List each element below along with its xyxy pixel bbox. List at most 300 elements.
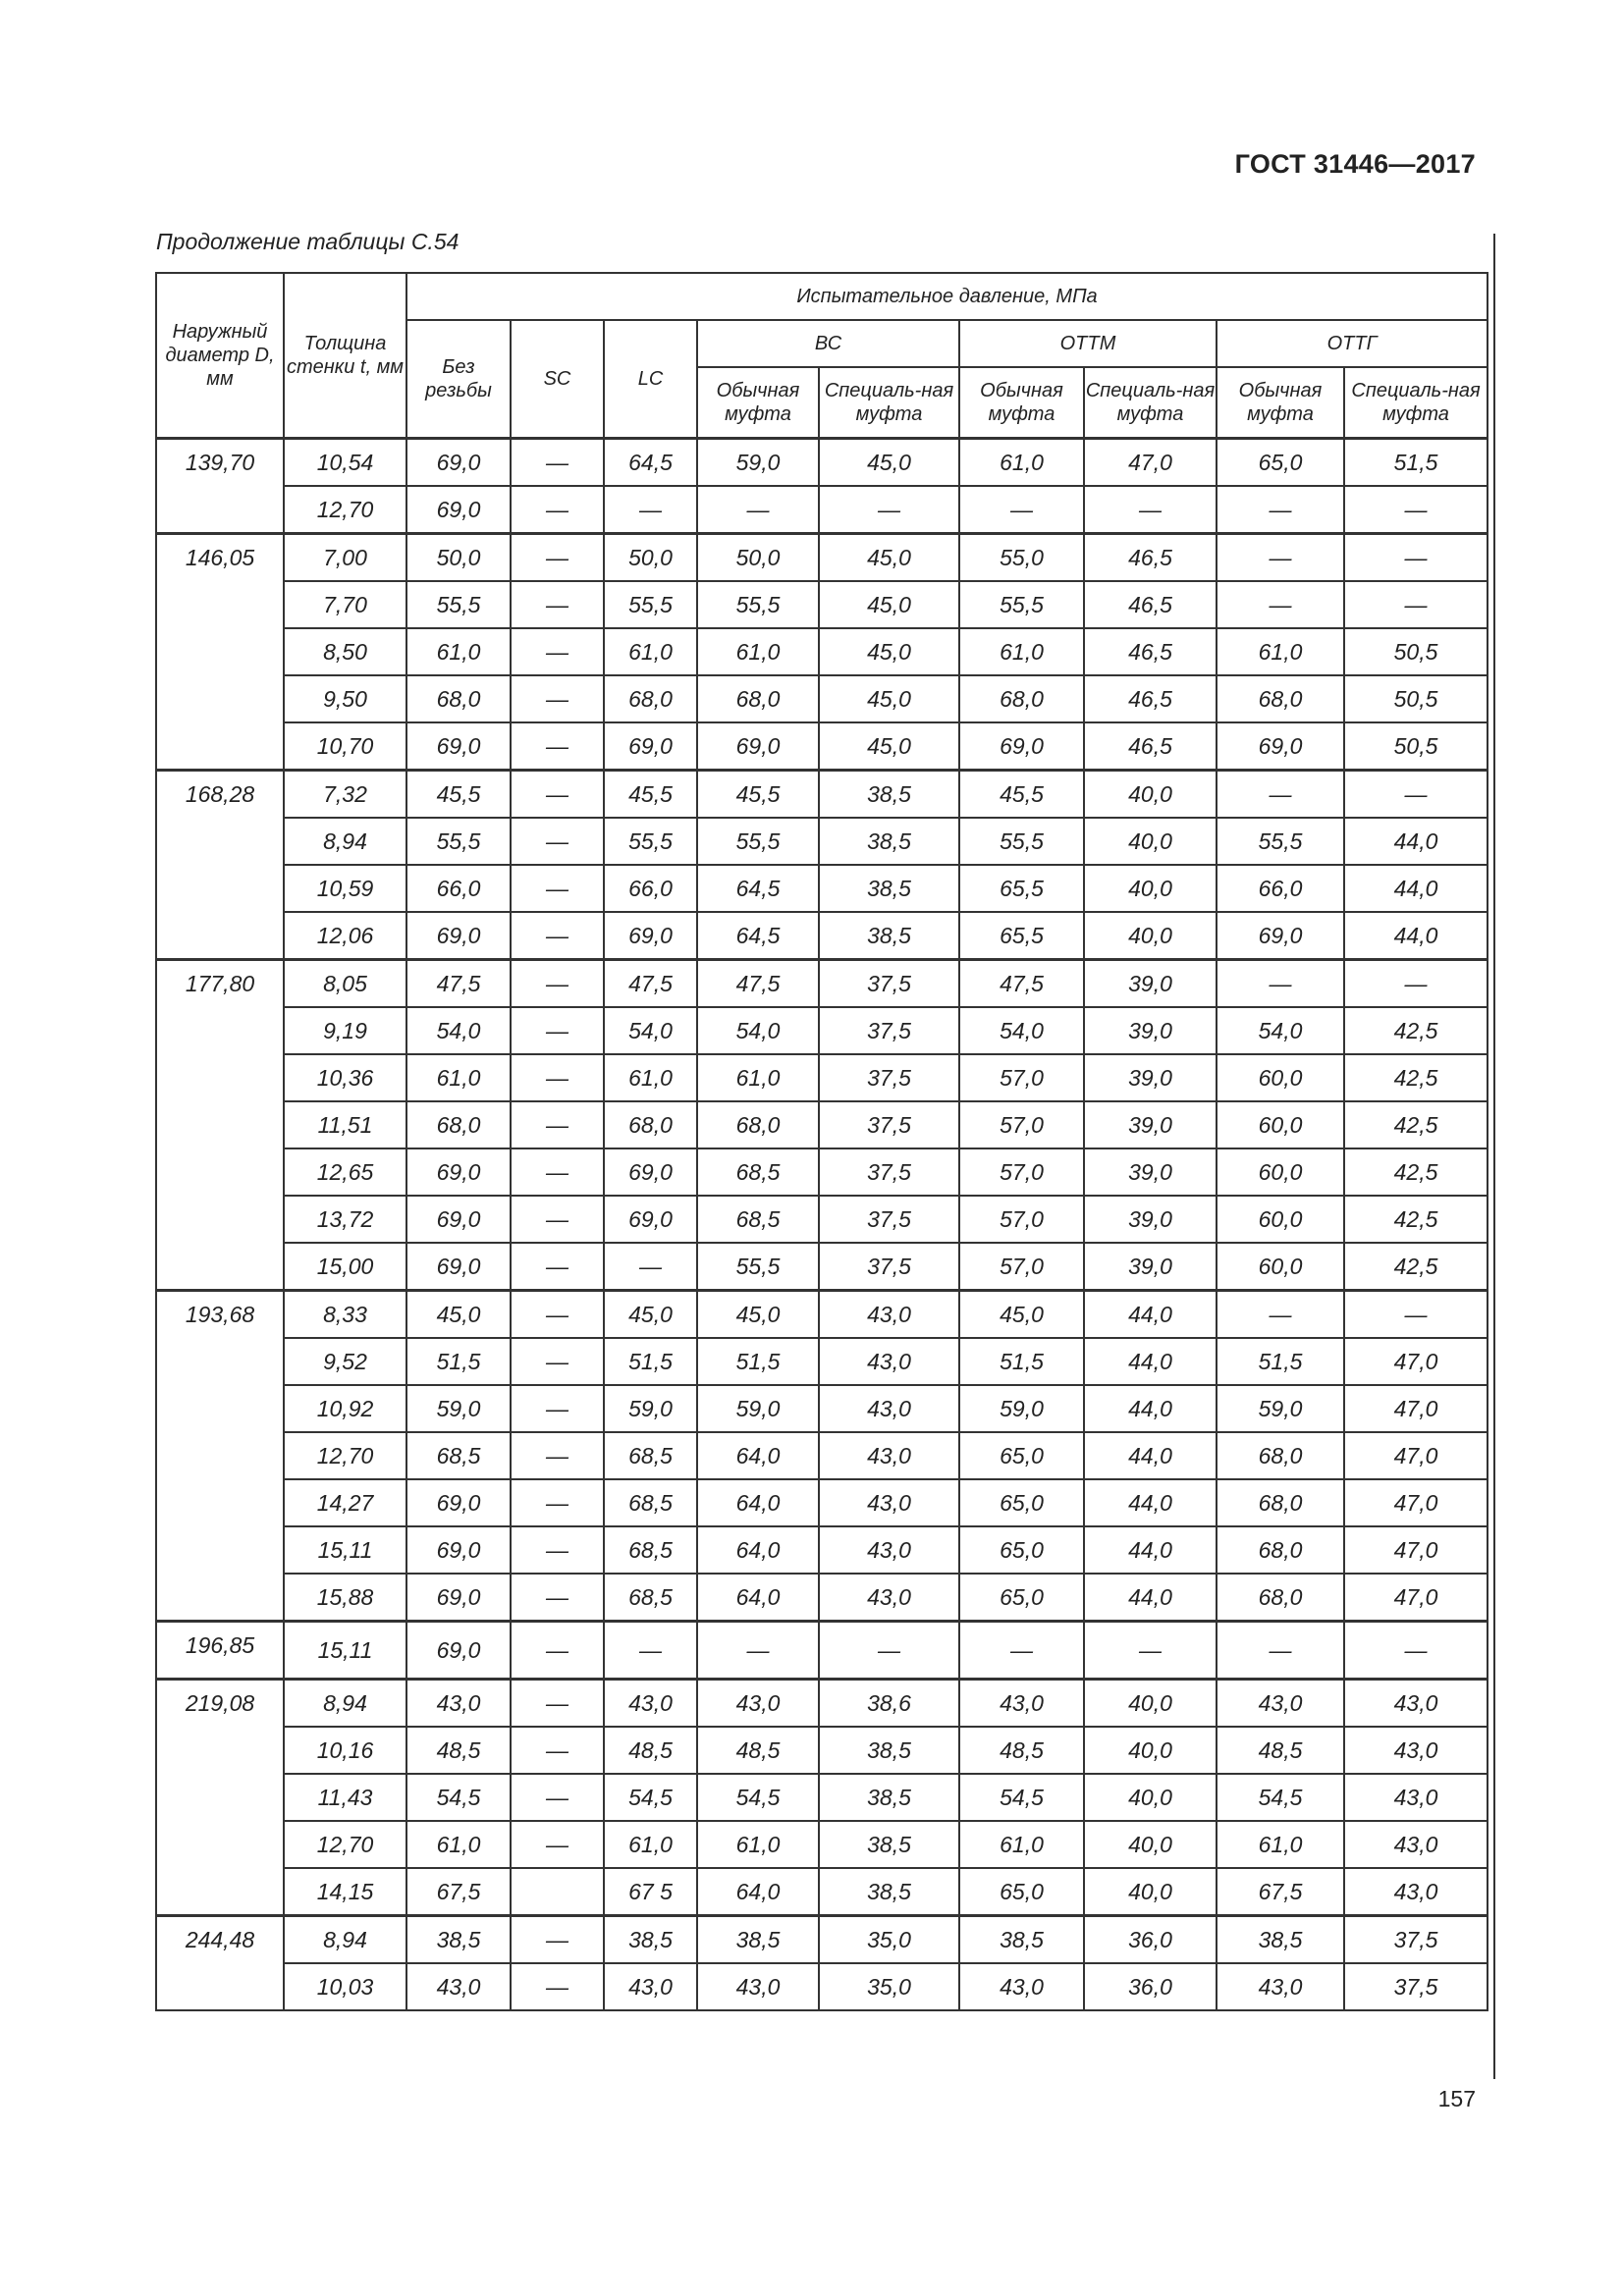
wall-thickness-cell: 11,51 <box>284 1101 406 1148</box>
col-outer-diameter: Наружный диаметр D, мм <box>156 273 284 439</box>
pressure-cell: 38,5 <box>1217 1916 1344 1964</box>
pressure-cell: 37,5 <box>819 960 959 1008</box>
pressure-cell: 61,0 <box>604 1821 697 1868</box>
pressure-cell: 45,0 <box>819 722 959 771</box>
pressure-cell: 36,0 <box>1084 1916 1217 1964</box>
pressure-cell: 40,0 <box>1084 1868 1217 1916</box>
pressure-cell: 44,0 <box>1084 1291 1217 1339</box>
pressure-cell: 37,5 <box>1344 1963 1488 2010</box>
pressure-cell: 43,0 <box>697 1680 819 1728</box>
pressure-cell: 43,0 <box>406 1680 511 1728</box>
pressure-cell: 55,5 <box>406 581 511 628</box>
pressure-cell: 38,5 <box>819 818 959 865</box>
pressure-cell: — <box>604 1243 697 1291</box>
table-row <box>156 1727 1488 1774</box>
table-row <box>156 1338 1488 1385</box>
pressure-cell: 40,0 <box>1084 1727 1217 1774</box>
pressure-cell: 38,5 <box>819 1727 959 1774</box>
pressure-cell: — <box>697 1622 819 1680</box>
pressure-cell: 61,0 <box>697 1054 819 1101</box>
pressure-cell: 37,5 <box>819 1054 959 1101</box>
pressure-cell: 54,0 <box>406 1007 511 1054</box>
pressure-cell: 64,5 <box>697 865 819 912</box>
pressure-cell: — <box>959 1622 1084 1680</box>
pressure-cell: — <box>511 1243 604 1291</box>
pressure-cell: 51,5 <box>959 1338 1084 1385</box>
pressure-cell: 40,0 <box>1084 1680 1217 1728</box>
pressure-cell: 43,0 <box>1344 1680 1488 1728</box>
pressure-cell: 45,0 <box>959 1291 1084 1339</box>
standard-id: ГОСТ 31446—2017 <box>1234 149 1476 179</box>
pressure-cell: 39,0 <box>1084 1196 1217 1243</box>
pressure-cell: 69,0 <box>406 1479 511 1526</box>
pressure-cell: 43,0 <box>406 1963 511 2010</box>
pressure-cell: 64,0 <box>697 1432 819 1479</box>
pressure-cell: 40,0 <box>1084 818 1217 865</box>
pressure-cell: 66,0 <box>406 865 511 912</box>
pressure-cell: 38,5 <box>406 1916 511 1964</box>
pressure-cell: 64,5 <box>604 439 697 487</box>
pressure-cell: 43,0 <box>604 1680 697 1728</box>
pressure-cell: 47,0 <box>1344 1338 1488 1385</box>
pressure-cell: 43,0 <box>959 1963 1084 2010</box>
pressure-cell: 42,5 <box>1344 1196 1488 1243</box>
wall-thickness-cell: 12,70 <box>284 1821 406 1868</box>
pressure-cell: 45,0 <box>819 628 959 675</box>
pressure-cell: 50,5 <box>1344 628 1488 675</box>
pressure-cell: — <box>1084 1622 1217 1680</box>
pressure-cell: 50,0 <box>697 534 819 582</box>
pressure-cell: 37,5 <box>819 1148 959 1196</box>
pressure-cell: 55,5 <box>697 1243 819 1291</box>
pressure-cell: 44,0 <box>1344 912 1488 960</box>
pressure-cell: 36,0 <box>1084 1963 1217 2010</box>
pressure-cell: 47,0 <box>1344 1526 1488 1574</box>
pressure-cell: 44,0 <box>1344 865 1488 912</box>
table-row <box>156 1574 1488 1622</box>
pressure-cell: 47,5 <box>959 960 1084 1008</box>
pressure-cell: — <box>1217 1291 1344 1339</box>
pressure-cell: 38,5 <box>819 912 959 960</box>
pressure-cell: 67 5 <box>604 1868 697 1916</box>
pressure-cell: — <box>511 1479 604 1526</box>
pressure-cell: — <box>511 1963 604 2010</box>
pressure-cell: 55,5 <box>959 818 1084 865</box>
pressure-cell: 60,0 <box>1217 1148 1344 1196</box>
wall-thickness-cell: 12,70 <box>284 486 406 534</box>
pressure-cell: 68,0 <box>1217 1432 1344 1479</box>
table-row <box>156 439 1488 487</box>
col-ottg-regular: Обычная муфта <box>1217 367 1344 439</box>
wall-thickness-cell: 15,88 <box>284 1574 406 1622</box>
pressure-cell: 46,5 <box>1084 722 1217 771</box>
pressure-cell: 43,0 <box>819 1385 959 1432</box>
pressure-cell: 68,5 <box>604 1432 697 1479</box>
pressure-cell: 46,5 <box>1084 534 1217 582</box>
pressure-cell: 42,5 <box>1344 1007 1488 1054</box>
pressure-cell: 69,0 <box>1217 912 1344 960</box>
wall-thickness-cell: 8,50 <box>284 628 406 675</box>
pressure-cell: 39,0 <box>1084 1148 1217 1196</box>
pressure-cell: 69,0 <box>406 1196 511 1243</box>
wall-thickness-cell: 15,11 <box>284 1622 406 1680</box>
pressure-cell: 55,5 <box>1217 818 1344 865</box>
wall-thickness-cell: 8,94 <box>284 1680 406 1728</box>
pressure-cell: — <box>1344 486 1488 534</box>
pressure-cell: 68,0 <box>406 675 511 722</box>
pressure-cell: 68,0 <box>1217 675 1344 722</box>
pressure-cell: 69,0 <box>697 722 819 771</box>
pressure-cell: 64,5 <box>697 912 819 960</box>
pressure-cell: 44,0 <box>1084 1385 1217 1432</box>
pressure-cell: — <box>511 1526 604 1574</box>
pressure-cell: 55,5 <box>697 581 819 628</box>
pressure-cell: 43,0 <box>604 1963 697 2010</box>
pressure-cell: 60,0 <box>1217 1054 1344 1101</box>
pressure-cell: 68,0 <box>604 1101 697 1148</box>
pressure-cell: 47,0 <box>1344 1479 1488 1526</box>
pressure-cell: 59,0 <box>697 439 819 487</box>
table-row <box>156 1774 1488 1821</box>
pressure-cell: 61,0 <box>604 1054 697 1101</box>
pressure-cell: 68,0 <box>406 1101 511 1148</box>
pressure-cell: 61,0 <box>406 628 511 675</box>
pressure-cell: — <box>511 1291 604 1339</box>
pressure-cell: 40,0 <box>1084 771 1217 819</box>
pressure-cell: 40,0 <box>1084 1821 1217 1868</box>
pressure-cell: 68,0 <box>1217 1526 1344 1574</box>
pressure-cell: 64,0 <box>697 1479 819 1526</box>
pressure-cell: 69,0 <box>1217 722 1344 771</box>
pressure-cell: — <box>511 818 604 865</box>
pressure-cell: — <box>511 722 604 771</box>
pressure-cell: 69,0 <box>604 1148 697 1196</box>
table-row <box>156 1007 1488 1054</box>
pressure-cell: 39,0 <box>1084 960 1217 1008</box>
pressure-cell: — <box>604 486 697 534</box>
pressure-cell: — <box>819 486 959 534</box>
margin-rule <box>1493 234 1495 2079</box>
pressure-cell: 61,0 <box>697 1821 819 1868</box>
pressure-cell: 35,0 <box>819 1916 959 1964</box>
pressure-cell: 50,0 <box>604 534 697 582</box>
wall-thickness-cell: 10,54 <box>284 439 406 487</box>
pressure-cell: 43,0 <box>819 1526 959 1574</box>
pressure-cell: 55,5 <box>604 818 697 865</box>
pressure-cell: 37,5 <box>819 1101 959 1148</box>
table-row <box>156 1101 1488 1148</box>
pressure-cell: 37,5 <box>1344 1916 1488 1964</box>
pressure-cell: 39,0 <box>1084 1101 1217 1148</box>
pressure-cell: 54,5 <box>959 1774 1084 1821</box>
pressure-cell: — <box>511 1821 604 1868</box>
pressure-cell: 61,0 <box>959 628 1084 675</box>
pressure-cell: 68,0 <box>1217 1574 1344 1622</box>
pressure-cell: 43,0 <box>1344 1821 1488 1868</box>
pressure-cell: — <box>1344 1291 1488 1339</box>
pressure-cell: — <box>511 486 604 534</box>
pressure-cell: 39,0 <box>1084 1007 1217 1054</box>
pressure-cell: 45,0 <box>819 439 959 487</box>
pressure-cell: 66,0 <box>1217 865 1344 912</box>
pressure-cell: 48,5 <box>959 1727 1084 1774</box>
pressure-cell: — <box>1217 534 1344 582</box>
pressure-cell: 54,0 <box>604 1007 697 1054</box>
table-row <box>156 534 1488 582</box>
pressure-cell: 61,0 <box>1217 1821 1344 1868</box>
pressure-cell: 59,0 <box>604 1385 697 1432</box>
pressure-cell: 51,5 <box>406 1338 511 1385</box>
wall-thickness-cell: 14,27 <box>284 1479 406 1526</box>
pressure-cell: 45,5 <box>406 771 511 819</box>
pressure-cell: 46,5 <box>1084 628 1217 675</box>
table-row <box>156 722 1488 771</box>
pressure-cell: 68,5 <box>697 1196 819 1243</box>
pressure-cell: 51,5 <box>1217 1338 1344 1385</box>
wall-thickness-cell: 7,70 <box>284 581 406 628</box>
pressure-cell: 43,0 <box>1217 1680 1344 1728</box>
table-row <box>156 1622 1488 1680</box>
pressure-cell: 40,0 <box>1084 865 1217 912</box>
pressure-cell: 57,0 <box>959 1196 1084 1243</box>
wall-thickness-cell: 12,06 <box>284 912 406 960</box>
pressure-cell: — <box>511 1680 604 1728</box>
table-row <box>156 1385 1488 1432</box>
pressure-cell: 38,5 <box>819 1774 959 1821</box>
col-test-pressure: Испытательное давление, МПа <box>406 273 1488 320</box>
pressure-cell: 46,5 <box>1084 675 1217 722</box>
pressure-cell: 48,5 <box>1217 1727 1344 1774</box>
wall-thickness-cell: 15,00 <box>284 1243 406 1291</box>
pressure-cell: — <box>511 628 604 675</box>
pressure-cell: 60,0 <box>1217 1196 1344 1243</box>
pressure-cell: — <box>511 960 604 1008</box>
pressure-cell: 48,5 <box>697 1727 819 1774</box>
pressure-cell: 55,5 <box>406 818 511 865</box>
pressure-cell: — <box>511 1101 604 1148</box>
pressure-cell: 54,5 <box>697 1774 819 1821</box>
pressure-cell: 69,0 <box>406 486 511 534</box>
wall-thickness-cell: 10,59 <box>284 865 406 912</box>
col-ottm-special: Специаль-ная муфта <box>1084 367 1217 439</box>
pressure-cell <box>511 1868 604 1916</box>
wall-thickness-cell: 7,00 <box>284 534 406 582</box>
pressure-cell: — <box>511 1007 604 1054</box>
pressure-cell: 43,0 <box>1344 1868 1488 1916</box>
pressure-cell: 45,0 <box>406 1291 511 1339</box>
pressure-cell: — <box>1217 771 1344 819</box>
pressure-cell: 50,0 <box>406 534 511 582</box>
pressure-cell: 55,5 <box>697 818 819 865</box>
wall-thickness-cell: 7,32 <box>284 771 406 819</box>
pressure-cell: — <box>511 1916 604 1964</box>
pressure-cell: 38,5 <box>819 865 959 912</box>
pressure-cell: — <box>1217 1622 1344 1680</box>
outer-diameter-cell: 219,08 <box>156 1680 284 1916</box>
pressure-cell: 69,0 <box>406 1243 511 1291</box>
pressure-cell: 68,5 <box>406 1432 511 1479</box>
pressure-cell: 47,0 <box>1344 1574 1488 1622</box>
pressure-cell: 42,5 <box>1344 1054 1488 1101</box>
pressure-cell: 45,0 <box>819 581 959 628</box>
pressure-cell: — <box>1344 534 1488 582</box>
pressure-cell: 40,0 <box>1084 1774 1217 1821</box>
pressure-cell: — <box>511 439 604 487</box>
pressure-cell: 45,5 <box>959 771 1084 819</box>
pressure-cell: 44,0 <box>1084 1574 1217 1622</box>
pressure-cell: — <box>511 675 604 722</box>
pressure-cell: 55,0 <box>959 534 1084 582</box>
table-header <box>156 273 1488 439</box>
table-body <box>156 439 1488 2011</box>
pressure-cell: — <box>511 1196 604 1243</box>
pressure-cell: — <box>1084 486 1217 534</box>
pressure-cell: 43,0 <box>1217 1963 1344 2010</box>
pressure-cell: 50,5 <box>1344 722 1488 771</box>
pressure-cell: 37,5 <box>819 1196 959 1243</box>
pressure-cell: 44,0 <box>1084 1479 1217 1526</box>
col-ottm: ОТТМ <box>959 320 1217 367</box>
pressure-cell: 59,0 <box>959 1385 1084 1432</box>
pressure-cell: 43,0 <box>1344 1774 1488 1821</box>
wall-thickness-cell: 10,36 <box>284 1054 406 1101</box>
col-ottg-special: Специаль-ная муфта <box>1344 367 1488 439</box>
pressure-cell: 45,0 <box>819 534 959 582</box>
pressure-cell: 44,0 <box>1084 1338 1217 1385</box>
pressure-cell: 60,0 <box>1217 1243 1344 1291</box>
pressure-cell: 46,5 <box>1084 581 1217 628</box>
col-ottm-regular: Обычная муфта <box>959 367 1084 439</box>
pressure-cell: 55,5 <box>959 581 1084 628</box>
pressure-cell: 50,5 <box>1344 675 1488 722</box>
pressure-cell: 57,0 <box>959 1101 1084 1148</box>
pressure-cell: 44,0 <box>1084 1432 1217 1479</box>
pressure-cell: 69,0 <box>604 722 697 771</box>
outer-diameter-cell: 177,80 <box>156 960 284 1291</box>
table-caption: Продолжение таблицы С.54 <box>156 229 460 254</box>
pressure-cell: — <box>1217 960 1344 1008</box>
pressure-cell: 47,5 <box>697 960 819 1008</box>
table-row <box>156 960 1488 1008</box>
pressure-cell: 68,5 <box>604 1479 697 1526</box>
pressure-cell: 42,5 <box>1344 1243 1488 1291</box>
pressure-cell: 45,0 <box>604 1291 697 1339</box>
wall-thickness-cell: 13,72 <box>284 1196 406 1243</box>
pressure-cell: 61,0 <box>697 628 819 675</box>
pressure-cell: 60,0 <box>1217 1101 1344 1148</box>
pressure-cell: — <box>511 1574 604 1622</box>
pressure-cell: 38,5 <box>819 771 959 819</box>
outer-diameter-cell: 244,48 <box>156 1916 284 2011</box>
pressure-cell: 69,0 <box>406 1622 511 1680</box>
pressure-cell: 51,5 <box>1344 439 1488 487</box>
pressure-cell: — <box>1344 1622 1488 1680</box>
table-row <box>156 1054 1488 1101</box>
table-row <box>156 1680 1488 1728</box>
pressure-cell: — <box>511 1622 604 1680</box>
pressure-cell: 47,0 <box>1344 1385 1488 1432</box>
pressure-cell: 69,0 <box>959 722 1084 771</box>
wall-thickness-cell: 12,65 <box>284 1148 406 1196</box>
pressure-cell: 43,0 <box>819 1338 959 1385</box>
pressure-cell: — <box>511 1385 604 1432</box>
pressure-cell: 69,0 <box>406 1526 511 1574</box>
pressure-cell: — <box>1217 581 1344 628</box>
pressure-cell: 54,0 <box>697 1007 819 1054</box>
pressure-cell: — <box>511 1338 604 1385</box>
pressure-cell: 38,5 <box>604 1916 697 1964</box>
pressure-cell: 43,0 <box>819 1432 959 1479</box>
pressure-cell: 45,5 <box>604 771 697 819</box>
wall-thickness-cell: 9,50 <box>284 675 406 722</box>
pressure-cell: — <box>511 1727 604 1774</box>
pressure-cell: 68,0 <box>697 675 819 722</box>
pressure-cell: — <box>511 581 604 628</box>
pressure-cell: — <box>511 1054 604 1101</box>
pressure-cell: 68,0 <box>959 675 1084 722</box>
pressure-cell: — <box>1344 581 1488 628</box>
pressure-cell: 65,5 <box>959 912 1084 960</box>
wall-thickness-cell: 12,70 <box>284 1432 406 1479</box>
pressure-cell: 59,0 <box>406 1385 511 1432</box>
pressure-cell: 69,0 <box>406 1574 511 1622</box>
pressure-cell: 42,5 <box>1344 1148 1488 1196</box>
wall-thickness-cell: 8,94 <box>284 818 406 865</box>
wall-thickness-cell: 10,03 <box>284 1963 406 2010</box>
pressure-cell: 69,0 <box>604 1196 697 1243</box>
pressure-cell: 59,0 <box>697 1385 819 1432</box>
pressure-cell: 48,5 <box>604 1727 697 1774</box>
wall-thickness-cell: 9,19 <box>284 1007 406 1054</box>
pressure-cell: 37,5 <box>819 1007 959 1054</box>
pressure-cell: 55,5 <box>604 581 697 628</box>
pressure-cell: 69,0 <box>406 1148 511 1196</box>
pressure-cell: 54,5 <box>406 1774 511 1821</box>
outer-diameter-cell: 139,70 <box>156 439 284 534</box>
page-number: 157 <box>1437 2086 1476 2111</box>
pressure-cell: 65,0 <box>1217 439 1344 487</box>
pressure-cell: 68,0 <box>1217 1479 1344 1526</box>
pressure-cell: — <box>1344 771 1488 819</box>
pressure-cell: 44,0 <box>1084 1526 1217 1574</box>
pressure-cell: 66,0 <box>604 865 697 912</box>
pressure-cell: 61,0 <box>959 1821 1084 1868</box>
pressure-cell: — <box>511 1774 604 1821</box>
table-row <box>156 771 1488 819</box>
pressure-cell: 38,5 <box>697 1916 819 1964</box>
pressure-cell: 38,5 <box>819 1868 959 1916</box>
pressure-cell: 54,5 <box>604 1774 697 1821</box>
table-row <box>156 912 1488 960</box>
table-row <box>156 1196 1488 1243</box>
pressure-cell: 65,0 <box>959 1526 1084 1574</box>
pressure-cell: — <box>511 534 604 582</box>
pressure-cell: 43,0 <box>697 1963 819 2010</box>
pressure-cell: 47,0 <box>1344 1432 1488 1479</box>
pressure-cell: 40,0 <box>1084 912 1217 960</box>
pressure-cell: 61,0 <box>406 1821 511 1868</box>
pressure-cell: — <box>511 1148 604 1196</box>
table-row <box>156 1821 1488 1868</box>
pressure-cell: 67,5 <box>1217 1868 1344 1916</box>
pressure-cell: 44,0 <box>1344 818 1488 865</box>
table-row <box>156 1479 1488 1526</box>
pressure-cell: 43,0 <box>959 1680 1084 1728</box>
table-row <box>156 1963 1488 2010</box>
pressure-table <box>155 272 1488 2011</box>
pressure-cell: 67,5 <box>406 1868 511 1916</box>
pressure-cell: 51,5 <box>697 1338 819 1385</box>
